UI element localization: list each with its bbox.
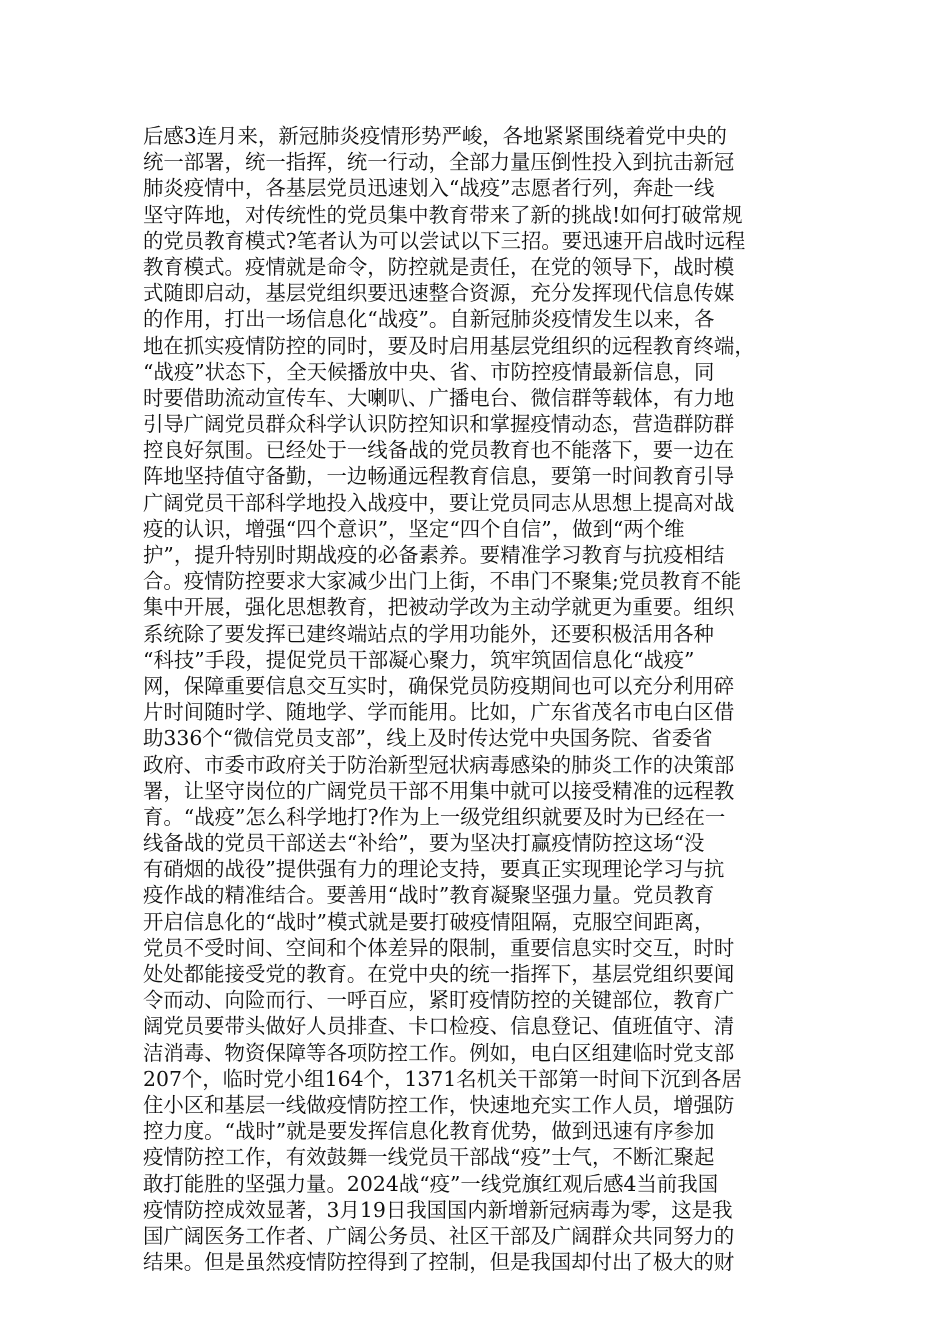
text-line: “战疫”状态下，全天候播放中央、省、市防控疫情最新信息，同 [143, 359, 715, 384]
text-line: 政府、市委市政府关于防治新型冠状病毒感染的肺炎工作的决策部 [143, 752, 735, 777]
text-line: 的党员教育模式?笔者认为可以尝试以下三招。要迅速开启战时远程 [143, 228, 746, 253]
text-line: 系统除了要发挥已建终端站点的学用功能外，还要积极活用各种 [143, 621, 714, 646]
text-line: 敢打能胜的坚强力量。2024战“疫”一线党旗红观后感4当前我国 [143, 1171, 719, 1196]
text-line: 国广阔医务工作者、广阔公务员、社区干部及广阔群众共同努力的 [143, 1223, 735, 1248]
text-line: 教育模式。疫情就是命令，防控就是责任，在党的领导下，战时模 [143, 254, 735, 279]
text-line: 后感3连月来，新冠肺炎疫情形势严峻，各地紧紧围绕着党中央的 [143, 124, 727, 148]
text-line: 控力度。“战时”就是要发挥信息化教育优势，做到迅速有序参加 [143, 1119, 715, 1144]
text-line: 207个，临时党小组164个，1371名机关干部第一时间下沉到各居 [143, 1066, 742, 1091]
text-line: 时要借助流动宣传车、大喇叭、广播电台、微信群等载体，有力地 [143, 385, 735, 410]
text-line: 阔党员要带头做好人员排查、卡口检疫、信息登记、值班值守、清 [143, 1014, 735, 1039]
text-line: 的作用，打出一场信息化“战疫”。自新冠肺炎疫情发生以来，各 [143, 307, 715, 332]
text-line: 网，保障重要信息交互实时，确保党员防疫期间也可以充分利用碎 [143, 673, 735, 698]
text-line: 控良好氛围。已经处于一线备战的党员教育也不能落下，要一边在 [143, 438, 735, 463]
text-line: 护”，提升特别时期战疫的必备素养。要精准学习教育与抗疫相结 [143, 543, 725, 567]
text-line: 疫情防控成效显著，3月19日我国国内新增新冠病毒为零，这是我 [143, 1197, 733, 1222]
text-line: 处处都能接受党的教育。在党中央的统一指挥下，基层党组织要闻 [143, 962, 735, 986]
text-line: 开启信息化的“战时”模式就是要打破疫情阻隔，克服空间距离， [143, 909, 715, 934]
body-paragraph [143, 123, 815, 1275]
text-line: 集中开展，强化思想教育，把被动学改为主动学就更为重要。组织 [143, 595, 735, 620]
text-line: 统一部署，统一指挥，统一行动，全部力量压倒性投入到抗击新冠 [143, 150, 735, 175]
text-line: 阵地坚持值守备勤，一边畅通远程教育信息，要第一时间教育引导 [143, 464, 735, 489]
text-line: 有硝烟的战役”提供强有力的理论支持，要真正实现理论学习与抗 [143, 857, 725, 882]
text-line: 疫作战的精准结合。要善用“战时”教育凝聚坚强力量。党员教育 [143, 883, 715, 908]
text-line: 引导广阔党员群众科学认识防控知识和掌握疫情动态，营造群防群 [143, 412, 735, 437]
text-line: 结果。但是虽然疫情防控得到了控制，但是我国却付出了极大的财 [143, 1250, 735, 1275]
text-line: 片时间随时学、随地学、学而能用。比如，广东省茂名市电白区借 [143, 700, 735, 725]
text-line: 地在抓实疫情防控的同时，要及时启用基层党组织的远程教育终端， [143, 333, 755, 358]
text-line: 疫的认识，增强“四个意识”，坚定“四个自信”，做到“两个维 [143, 516, 685, 541]
text-line: 坚守阵地，对传统性的党员集中教育带来了新的挑战!如何打破常规 [143, 202, 743, 227]
text-line: 疫情防控工作，有效鼓舞一线党员干部战“疫”士气，不断汇聚起 [143, 1145, 715, 1170]
text-line: 育。“战疫”怎么科学地打?作为上一级党组织就要及时为已经在一 [143, 804, 726, 829]
text-line: “科技”手段，提促党员干部凝心聚力，筑牢筑固信息化“战疫” [143, 647, 695, 672]
text-line: 广阔党员干部科学地投入战疫中，要让党员同志从思想上提高对战 [143, 490, 735, 515]
text-line: 助336个“微信党员支部”，线上及时传达党中央国务院、省委省 [143, 726, 713, 751]
text-line: 令而动、向险而行、一呼百应，紧盯疫情防控的关键部位，教育广 [143, 988, 735, 1013]
text-line: 合。疫情防控要求大家减少出门上街，不串门不聚集;党员教育不能 [143, 569, 742, 594]
text-line: 肺炎疫情中，各基层党员迅速划入“战疫”志愿者行列，奔赴一线 [143, 176, 715, 201]
text-line: 住小区和基层一线做疫情防控工作，快速地充实工作人员，增强防 [143, 1092, 735, 1117]
text-line: 式随即启动，基层党组织要迅速整合资源，充分发挥现代信息传媒 [143, 281, 735, 306]
text-line: 线备战的党员干部送去“补给”，要为坚决打赢疫情防控这场“没 [143, 831, 705, 856]
text-line: 洁消毒、物资保障等各项防控工作。例如，电白区组建临时党支部 [143, 1040, 735, 1065]
text-line: 署，让坚守岗位的广阔党员干部不用集中就可以接受精准的远程教 [143, 778, 735, 803]
text-line: 党员不受时间、空间和个体差异的限制，重要信息实时交互，时时 [143, 935, 735, 960]
